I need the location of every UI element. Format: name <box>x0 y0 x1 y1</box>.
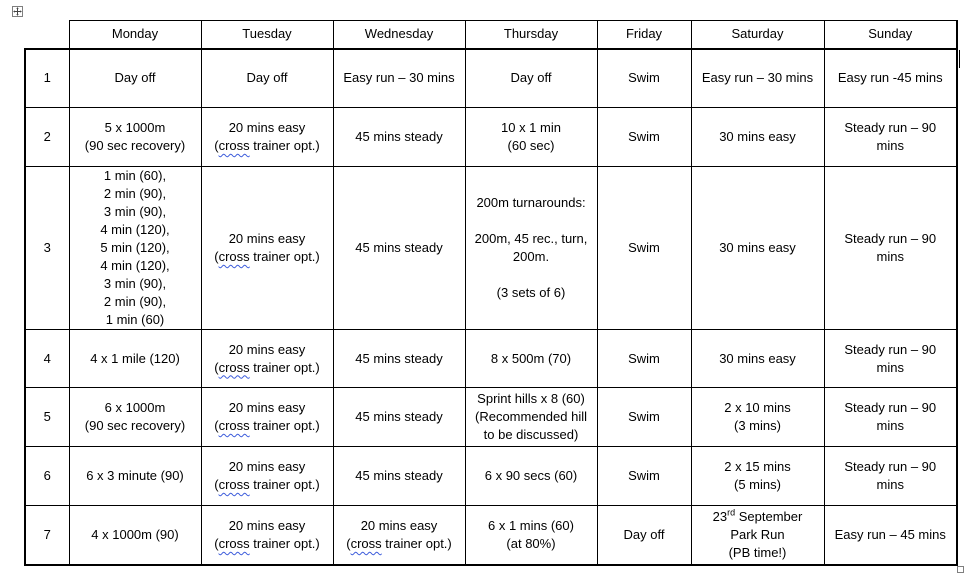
week-number-cell[interactable]: 1 <box>25 49 69 108</box>
saturday-cell[interactable] <box>691 506 824 565</box>
header-friday[interactable]: Friday <box>597 21 691 49</box>
header-row <box>25 21 957 49</box>
tuesday-text-post: trainer opt.) <box>249 418 320 433</box>
table-row-week-6 <box>25 447 957 506</box>
saturday-cell[interactable]: 2 x 10 mins (3 mins) <box>691 388 824 447</box>
training-schedule-table <box>24 20 958 566</box>
wednesday-cell[interactable] <box>333 330 465 388</box>
tuesday-text-post: trainer opt.) <box>249 249 320 264</box>
wednesday-cell[interactable] <box>333 49 465 108</box>
wednesday-text: 45 mins steady <box>355 129 443 144</box>
table-resize-handle-icon[interactable] <box>957 566 964 573</box>
tuesday-cell[interactable] <box>201 330 333 388</box>
monday-cell[interactable]: 4 x 1 mile (120) <box>69 330 201 388</box>
tuesday-cell[interactable] <box>201 108 333 167</box>
spellcheck-word: cross <box>218 359 250 375</box>
tuesday-cell[interactable] <box>201 167 333 330</box>
sunday-cell[interactable]: Easy run -45 mins <box>824 49 957 108</box>
wednesday-cell[interactable] <box>333 167 465 330</box>
wednesday-text: 45 mins steady <box>355 240 443 255</box>
monday-cell[interactable]: 6 x 1000m (90 sec recovery) <box>69 388 201 447</box>
monday-cell[interactable]: 4 x 1000m (90) <box>69 506 201 565</box>
friday-cell[interactable]: Swim <box>597 49 691 108</box>
friday-cell[interactable]: Swim <box>597 447 691 506</box>
header-saturday[interactable]: Saturday <box>691 21 824 49</box>
tuesday-text-post: trainer opt.) <box>249 477 320 492</box>
tuesday-cell[interactable] <box>201 506 333 565</box>
week-number-cell[interactable]: 4 <box>25 330 69 388</box>
week-number-cell[interactable]: 2 <box>25 108 69 167</box>
saturday-event-text: September Park Run (PB time!) <box>728 508 803 560</box>
thursday-cell[interactable]: 8 x 500m (70) <box>465 330 597 388</box>
thursday-cell[interactable]: 6 x 1 mins (60) (at 80%) <box>465 506 597 565</box>
tuesday-cell[interactable] <box>201 447 333 506</box>
tuesday-text-pre: 20 mins easy ( <box>214 120 306 153</box>
header-corner-cell <box>25 21 69 49</box>
week-number-cell[interactable]: 5 <box>25 388 69 447</box>
tuesday-cell[interactable] <box>201 49 333 108</box>
thursday-cell[interactable]: 6 x 90 secs (60) <box>465 447 597 506</box>
table-row-week-2 <box>25 108 957 167</box>
monday-cell[interactable]: 5 x 1000m (90 sec recovery) <box>69 108 201 167</box>
thursday-cell[interactable]: 10 x 1 min (60 sec) <box>465 108 597 167</box>
spellcheck-word: cross <box>218 138 250 153</box>
text-cursor <box>959 50 960 68</box>
spellcheck-word: cross <box>218 418 250 433</box>
friday-cell[interactable]: Swim <box>597 167 691 330</box>
header-wednesday[interactable]: Wednesday <box>333 21 465 49</box>
monday-cell[interactable]: 1 min (60), 2 min (90), 3 min (90), 4 min (120), 5 min (120), 4 min (120), 3 min (90), 2 min (90), 1 min (60) <box>69 167 201 330</box>
spellcheck-word: cross <box>218 477 250 492</box>
saturday-cell[interactable]: 30 mins easy <box>691 330 824 388</box>
header-thursday[interactable]: Thursday <box>465 21 597 49</box>
saturday-date-day: 23 <box>712 508 728 524</box>
wednesday-cell[interactable] <box>333 447 465 506</box>
saturday-cell[interactable]: 2 x 15 mins (5 mins) <box>691 447 824 506</box>
thursday-cell[interactable]: Sprint hills x 8 (60) (Recommended hill to be discussed) <box>465 388 597 447</box>
tuesday-text-pre: 20 mins easy ( <box>214 517 306 551</box>
thursday-cell[interactable]: 200m turnarounds: 200m, 45 rec., turn, 200m. (3 sets of 6) <box>465 167 597 330</box>
tuesday-text-pre: 20 mins easy ( <box>214 231 306 264</box>
week-number-cell[interactable]: 7 <box>25 506 69 565</box>
wednesday-text: 45 mins steady <box>355 468 443 483</box>
monday-cell[interactable]: Day off <box>69 49 201 108</box>
saturday-cell[interactable]: Easy run – 30 mins <box>691 49 824 108</box>
tuesday-text: Day off <box>246 70 288 86</box>
tuesday-text-post: trainer opt.) <box>249 138 320 153</box>
header-tuesday[interactable]: Tuesday <box>201 21 333 49</box>
wednesday-text: 45 mins steady <box>355 409 443 424</box>
wednesday-text: 45 mins steady <box>355 350 443 366</box>
wednesday-cell[interactable] <box>333 388 465 447</box>
friday-cell[interactable]: Swim <box>597 388 691 447</box>
table-row-week-1 <box>25 49 957 108</box>
table-row-week-7 <box>25 506 957 565</box>
wednesday-cell[interactable] <box>333 506 465 565</box>
sunday-cell[interactable]: Steady run – 90 mins <box>824 447 957 506</box>
spellcheck-word: cross <box>350 535 382 551</box>
tuesday-text-post: trainer opt.) <box>249 359 320 375</box>
table-row-week-3 <box>25 167 957 330</box>
tuesday-text-post: trainer opt.) <box>249 535 320 551</box>
table-row-week-4 <box>25 330 957 388</box>
monday-cell[interactable]: 6 x 3 minute (90) <box>69 447 201 506</box>
saturday-cell[interactable]: 30 mins easy <box>691 167 824 330</box>
friday-cell[interactable]: Swim <box>597 108 691 167</box>
tuesday-text-pre: 20 mins easy ( <box>214 341 306 375</box>
wednesday-cell[interactable] <box>333 108 465 167</box>
table-row-week-5 <box>25 388 957 447</box>
spellcheck-word: cross <box>218 535 250 551</box>
sunday-cell[interactable]: Steady run – 90 mins <box>824 330 957 388</box>
tuesday-text-pre: 20 mins easy ( <box>214 459 306 492</box>
tuesday-text-pre: 20 mins easy ( <box>214 400 306 433</box>
week-number-cell[interactable]: 3 <box>25 167 69 330</box>
sunday-cell[interactable]: Steady run – 90 mins <box>824 388 957 447</box>
spellcheck-word: cross <box>218 249 250 264</box>
saturday-date-ordinal: rd <box>727 507 736 518</box>
wednesday-text: Easy run – 30 mins <box>343 70 455 86</box>
tuesday-cell[interactable] <box>201 388 333 447</box>
header-sunday[interactable]: Sunday <box>824 21 957 49</box>
header-monday[interactable]: Monday <box>69 21 201 49</box>
saturday-cell[interactable]: 30 mins easy <box>691 108 824 167</box>
week-number-cell[interactable]: 6 <box>25 447 69 506</box>
wednesday-text-post: trainer opt.) <box>381 535 452 551</box>
table-move-handle-icon[interactable] <box>12 6 23 17</box>
sunday-cell[interactable]: Steady run – 90 mins <box>824 167 957 330</box>
thursday-cell[interactable]: Day off <box>465 49 597 108</box>
sunday-cell[interactable]: Easy run – 45 mins <box>824 506 957 565</box>
sunday-cell[interactable]: Steady run – 90 mins <box>824 108 957 167</box>
friday-cell[interactable]: Swim <box>597 330 691 388</box>
friday-cell[interactable]: Day off <box>597 506 691 565</box>
wednesday-text-pre: 20 mins easy ( <box>346 517 438 551</box>
